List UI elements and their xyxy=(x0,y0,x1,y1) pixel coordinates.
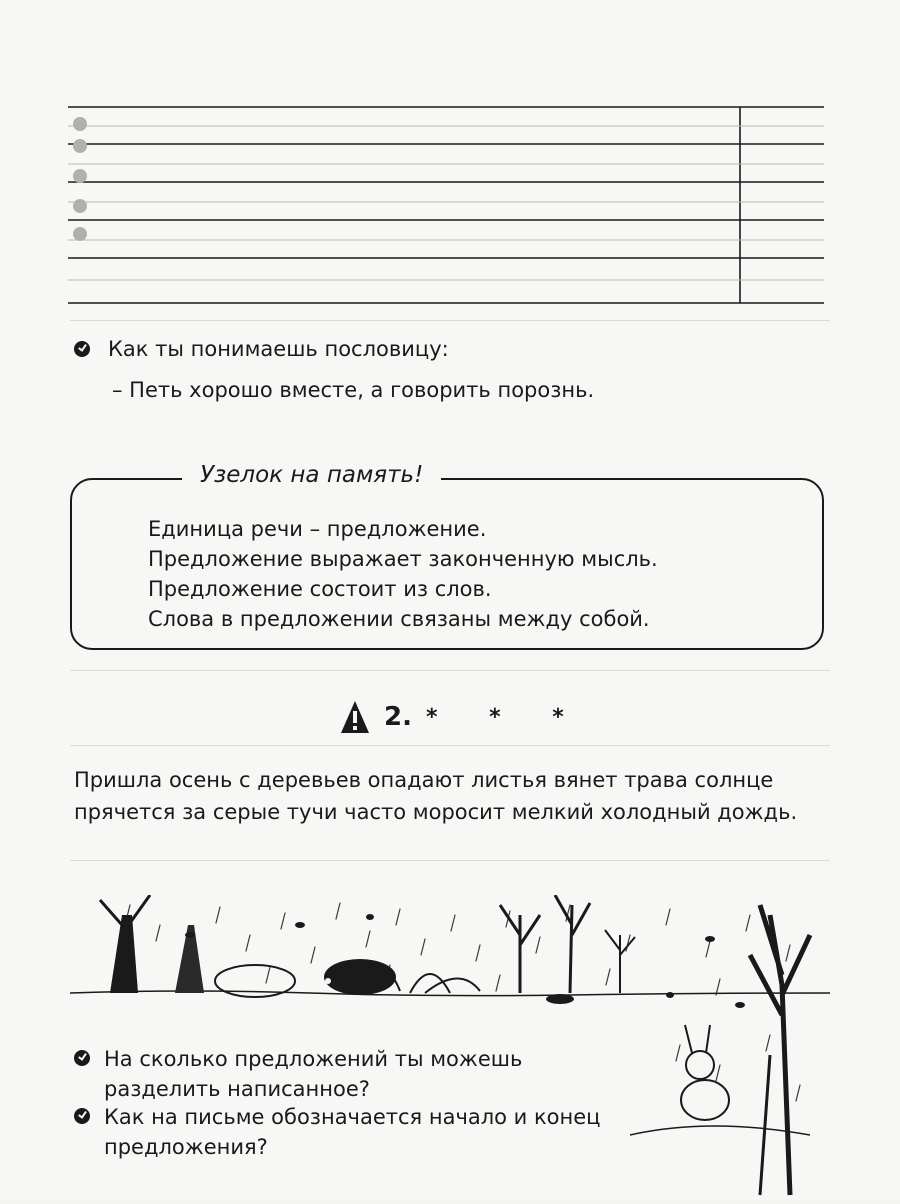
question-bullet-icon xyxy=(74,341,90,357)
exercise-text: Пришла осень с деревьев опадают листья вянет трава солнце прячется за серые тучи часто моросит мелкий холодный дождь. xyxy=(74,768,798,824)
memo-line: Предложение состоит из слов. xyxy=(148,577,492,601)
question-bullet-icon xyxy=(74,1050,90,1066)
exercise-number: 2. xyxy=(384,702,412,732)
question-proverb: Как ты понимаешь пословицу: xyxy=(108,337,449,361)
warning-triangle-icon xyxy=(340,700,370,734)
memo-lines xyxy=(148,514,658,634)
question-sentence-marks xyxy=(74,1102,624,1162)
bleed-line xyxy=(70,670,830,671)
exercise-stars: * * * xyxy=(425,704,586,730)
memo-line: Предложение выражает законченную мысль. xyxy=(148,547,658,571)
question-proverb-row xyxy=(74,337,449,361)
memo-title: Узелок на память! xyxy=(182,462,441,488)
memo-box xyxy=(70,462,824,650)
bleed-line xyxy=(70,745,830,746)
memo-line: Единица речи – предложение. xyxy=(148,517,487,541)
ruled-writing-area[interactable] xyxy=(68,106,824,304)
question-text: Как на письме обозначается начало и конец предложения? xyxy=(104,1105,601,1159)
proverb-text: – Петь хорошо вместе, а говорить порознь. xyxy=(112,378,595,402)
question-bullet-icon xyxy=(74,1108,90,1124)
exercise-header xyxy=(340,700,586,734)
question-text: На сколько предложений ты можешь разделить написанное? xyxy=(104,1047,523,1101)
bleed-line xyxy=(70,320,830,321)
bleed-line xyxy=(70,860,830,861)
memo-line: Слова в предложении связаны между собой. xyxy=(148,607,650,631)
question-sentence-count xyxy=(74,1044,624,1104)
